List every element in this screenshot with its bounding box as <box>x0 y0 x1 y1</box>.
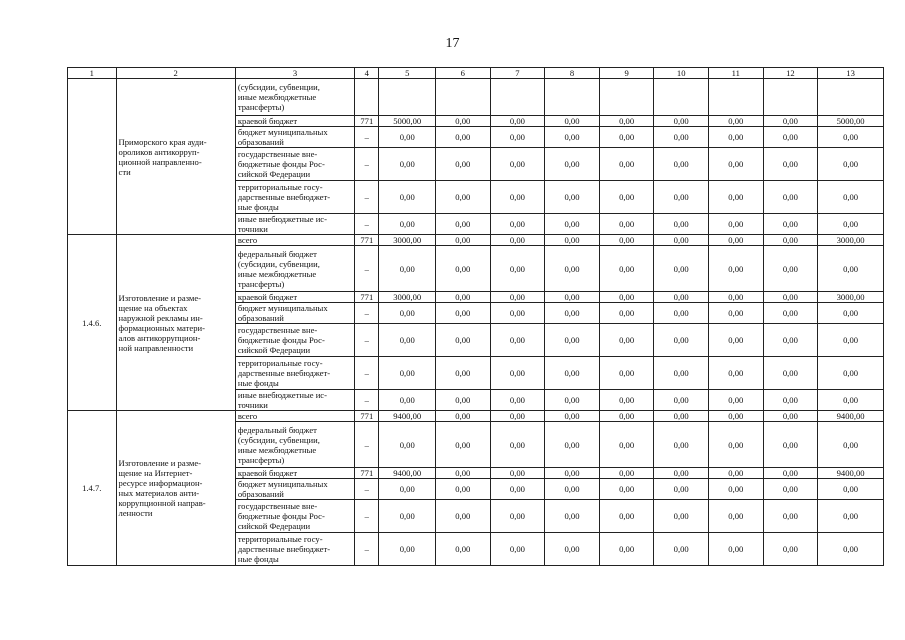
amount-cell: 0,00 <box>654 127 709 148</box>
amount-cell: 0,00 <box>379 181 436 214</box>
amount-cell: 0,00 <box>490 127 545 148</box>
amount-cell: 0,00 <box>818 324 884 357</box>
amount-cell: 0,00 <box>599 116 654 127</box>
amount-cell: 0,00 <box>763 127 818 148</box>
amount-cell: 0,00 <box>818 533 884 566</box>
amount-cell: 0,00 <box>490 235 545 246</box>
budget-code: – <box>355 479 379 500</box>
amount-cell: 0,00 <box>763 246 818 292</box>
amount-cell: 0,00 <box>818 303 884 324</box>
funding-source: всего <box>235 411 354 422</box>
amount-cell: 0,00 <box>545 324 600 357</box>
amount-cell: 0,00 <box>763 390 818 411</box>
column-header: 10 <box>654 68 709 79</box>
funding-source: иные внебюджетные ис- точники <box>235 390 354 411</box>
amount-cell: 0,00 <box>545 479 600 500</box>
amount-cell: 0,00 <box>654 214 709 235</box>
amount-cell: 0,00 <box>654 533 709 566</box>
amount-cell: 0,00 <box>545 411 600 422</box>
amount-cell: 0,00 <box>818 479 884 500</box>
amount-cell: 0,00 <box>545 357 600 390</box>
funding-source: всего <box>235 235 354 246</box>
funding-source: иные внебюджетные ис- точники <box>235 214 354 235</box>
amount-cell: 0,00 <box>599 303 654 324</box>
funding-source: краевой бюджет <box>235 468 354 479</box>
amount-cell: 0,00 <box>709 468 764 479</box>
column-header: 3 <box>235 68 354 79</box>
amount-cell: 0,00 <box>436 533 491 566</box>
amount-cell: 0,00 <box>545 181 600 214</box>
amount-cell: 0,00 <box>490 214 545 235</box>
table-row <box>68 79 884 116</box>
amount-cell: 0,00 <box>379 533 436 566</box>
column-header: 8 <box>545 68 600 79</box>
amount-cell: 0,00 <box>545 303 600 324</box>
amount-cell: 0,00 <box>709 422 764 468</box>
amount-cell <box>379 79 436 116</box>
item-code: 1.4.7. <box>68 411 117 566</box>
funding-source: краевой бюджет <box>235 116 354 127</box>
amount-cell: 0,00 <box>490 500 545 533</box>
budget-code: 771 <box>355 292 379 303</box>
column-header: 5 <box>379 68 436 79</box>
amount-cell: 0,00 <box>763 292 818 303</box>
amount-cell: 0,00 <box>599 148 654 181</box>
amount-cell: 0,00 <box>545 390 600 411</box>
item-name: Приморского края ауди- ороликов антикорруп- ционной направленно- сти <box>116 79 235 235</box>
amount-cell: 0,00 <box>379 500 436 533</box>
amount-cell: 0,00 <box>654 422 709 468</box>
amount-cell: 0,00 <box>709 235 764 246</box>
amount-cell: 0,00 <box>436 292 491 303</box>
amount-cell: 0,00 <box>545 116 600 127</box>
funding-source: бюджет муниципальных образований <box>235 479 354 500</box>
budget-code: 771 <box>355 411 379 422</box>
amount-cell: 0,00 <box>654 390 709 411</box>
funding-source: (субсидии, субвенции, иные межбюджетные трансферты) <box>235 79 354 116</box>
item-name: Изготовление и разме- щение на Интернет- ресурсе информацион- ных материалов анти- коррупционной направ- ленности <box>116 411 235 566</box>
table-row <box>68 411 884 422</box>
budget-code: 771 <box>355 468 379 479</box>
amount-cell: 9400,00 <box>818 411 884 422</box>
amount-cell: 0,00 <box>763 303 818 324</box>
amount-cell: 0,00 <box>654 181 709 214</box>
amount-cell: 0,00 <box>818 127 884 148</box>
amount-cell: 0,00 <box>379 127 436 148</box>
amount-cell: 0,00 <box>599 411 654 422</box>
amount-cell: 0,00 <box>709 390 764 411</box>
amount-cell: 0,00 <box>599 214 654 235</box>
amount-cell: 0,00 <box>545 214 600 235</box>
amount-cell: 0,00 <box>709 411 764 422</box>
amount-cell: 0,00 <box>599 181 654 214</box>
amount-cell: 0,00 <box>763 214 818 235</box>
amount-cell: 0,00 <box>436 500 491 533</box>
amount-cell: 0,00 <box>654 148 709 181</box>
amount-cell: 0,00 <box>599 324 654 357</box>
amount-cell: 0,00 <box>379 246 436 292</box>
budget-code: 771 <box>355 116 379 127</box>
amount-cell: 0,00 <box>818 500 884 533</box>
column-header: 11 <box>709 68 764 79</box>
amount-cell: 0,00 <box>436 235 491 246</box>
amount-cell: 0,00 <box>490 246 545 292</box>
budget-code: 771 <box>355 235 379 246</box>
amount-cell: 0,00 <box>763 148 818 181</box>
amount-cell: 0,00 <box>490 533 545 566</box>
amount-cell: 0,00 <box>599 479 654 500</box>
amount-cell: 0,00 <box>599 422 654 468</box>
amount-cell <box>599 79 654 116</box>
amount-cell: 0,00 <box>490 292 545 303</box>
budget-code: – <box>355 533 379 566</box>
page-number: 17 <box>445 36 460 51</box>
amount-cell: 0,00 <box>818 246 884 292</box>
amount-cell: 0,00 <box>818 181 884 214</box>
budget-code: – <box>355 500 379 533</box>
amount-cell: 0,00 <box>654 246 709 292</box>
amount-cell: 0,00 <box>654 411 709 422</box>
amount-cell: 0,00 <box>379 148 436 181</box>
budget-code: – <box>355 214 379 235</box>
column-number-row <box>68 68 884 79</box>
funding-source: территориальные госу- дарственные внебюджет- ные фонды <box>235 533 354 566</box>
amount-cell: 0,00 <box>436 127 491 148</box>
amount-cell: 0,00 <box>709 303 764 324</box>
budget-code: – <box>355 390 379 411</box>
amount-cell: 9400,00 <box>818 468 884 479</box>
amount-cell: 0,00 <box>763 181 818 214</box>
amount-cell: 0,00 <box>490 390 545 411</box>
amount-cell: 0,00 <box>379 390 436 411</box>
amount-cell: 0,00 <box>763 422 818 468</box>
amount-cell: 0,00 <box>654 235 709 246</box>
amount-cell: 0,00 <box>545 468 600 479</box>
budget-code: – <box>355 181 379 214</box>
amount-cell: 0,00 <box>490 148 545 181</box>
amount-cell: 0,00 <box>436 324 491 357</box>
amount-cell: 0,00 <box>709 357 764 390</box>
funding-source: территориальные госу- дарственные внебюджет- ные фонды <box>235 181 354 214</box>
amount-cell: 0,00 <box>709 292 764 303</box>
amount-cell: 3000,00 <box>818 235 884 246</box>
amount-cell: 0,00 <box>436 214 491 235</box>
amount-cell: 0,00 <box>379 214 436 235</box>
funding-source: государственные вне- бюджетные фонды Рос- сийской Федерации <box>235 148 354 181</box>
budget-code: – <box>355 246 379 292</box>
amount-cell: 0,00 <box>436 148 491 181</box>
budget-code <box>355 79 379 116</box>
amount-cell <box>545 79 600 116</box>
column-header: 1 <box>68 68 117 79</box>
amount-cell: 0,00 <box>490 422 545 468</box>
amount-cell <box>818 79 884 116</box>
column-header: 9 <box>599 68 654 79</box>
amount-cell: 0,00 <box>599 127 654 148</box>
amount-cell: 0,00 <box>436 246 491 292</box>
amount-cell: 0,00 <box>709 500 764 533</box>
amount-cell: 0,00 <box>709 324 764 357</box>
amount-cell: 0,00 <box>490 468 545 479</box>
amount-cell: 0,00 <box>763 235 818 246</box>
amount-cell: 0,00 <box>599 246 654 292</box>
amount-cell: 0,00 <box>490 411 545 422</box>
amount-cell: 0,00 <box>545 422 600 468</box>
budget-code: – <box>355 148 379 181</box>
amount-cell: 0,00 <box>763 500 818 533</box>
column-header: 6 <box>436 68 491 79</box>
column-header: 7 <box>490 68 545 79</box>
amount-cell: 0,00 <box>379 357 436 390</box>
amount-cell: 0,00 <box>436 422 491 468</box>
amount-cell: 5000,00 <box>818 116 884 127</box>
amount-cell: 3000,00 <box>379 235 436 246</box>
amount-cell: 9400,00 <box>379 468 436 479</box>
amount-cell: 0,00 <box>763 116 818 127</box>
amount-cell: 0,00 <box>436 116 491 127</box>
budget-code: – <box>355 127 379 148</box>
amount-cell <box>709 79 764 116</box>
amount-cell: 0,00 <box>763 468 818 479</box>
column-header: 13 <box>818 68 884 79</box>
column-header: 2 <box>116 68 235 79</box>
amount-cell: 0,00 <box>599 468 654 479</box>
amount-cell: 0,00 <box>490 116 545 127</box>
amount-cell: 0,00 <box>490 181 545 214</box>
amount-cell: 0,00 <box>654 303 709 324</box>
amount-cell: 0,00 <box>654 479 709 500</box>
amount-cell: 0,00 <box>709 246 764 292</box>
amount-cell: 0,00 <box>599 533 654 566</box>
amount-cell: 0,00 <box>709 214 764 235</box>
amount-cell: 0,00 <box>436 468 491 479</box>
amount-cell: 0,00 <box>599 235 654 246</box>
funding-source: бюджет муниципальных образований <box>235 127 354 148</box>
amount-cell: 0,00 <box>436 357 491 390</box>
amount-cell: 0,00 <box>545 500 600 533</box>
amount-cell: 0,00 <box>709 148 764 181</box>
amount-cell: 0,00 <box>763 479 818 500</box>
item-name: Изготовление и разме- щение на объектах наружной рекламы ин- формационных матери- алов антикоррупцион- ной направленности <box>116 235 235 411</box>
funding-source: государственные вне- бюджетные фонды Рос- сийской Федерации <box>235 500 354 533</box>
amount-cell <box>490 79 545 116</box>
amount-cell: 9400,00 <box>379 411 436 422</box>
funding-source: федеральный бюджет (субсидии, субвенции, иные межбюджетные трансферты) <box>235 246 354 292</box>
amount-cell: 0,00 <box>763 324 818 357</box>
amount-cell: 0,00 <box>545 235 600 246</box>
amount-cell: 3000,00 <box>818 292 884 303</box>
budget-code: – <box>355 324 379 357</box>
amount-cell: 0,00 <box>818 422 884 468</box>
amount-cell: 0,00 <box>436 479 491 500</box>
amount-cell: 0,00 <box>490 479 545 500</box>
amount-cell: 0,00 <box>709 479 764 500</box>
amount-cell: 0,00 <box>490 303 545 324</box>
amount-cell: 0,00 <box>545 246 600 292</box>
amount-cell: 0,00 <box>654 324 709 357</box>
amount-cell: 0,00 <box>763 411 818 422</box>
column-header: 4 <box>355 68 379 79</box>
amount-cell: 0,00 <box>599 390 654 411</box>
budget-code: – <box>355 303 379 324</box>
amount-cell: 0,00 <box>763 533 818 566</box>
amount-cell: 0,00 <box>599 292 654 303</box>
amount-cell: 0,00 <box>379 303 436 324</box>
item-code: 1.4.6. <box>68 235 117 411</box>
amount-cell: 3000,00 <box>379 292 436 303</box>
budget-table <box>67 67 884 566</box>
column-header: 12 <box>763 68 818 79</box>
amount-cell: 0,00 <box>436 181 491 214</box>
amount-cell: 5000,00 <box>379 116 436 127</box>
amount-cell: 0,00 <box>599 500 654 533</box>
funding-source: федеральный бюджет (субсидии, субвенции, иные межбюджетные трансферты) <box>235 422 354 468</box>
amount-cell: 0,00 <box>436 303 491 324</box>
amount-cell: 0,00 <box>654 292 709 303</box>
funding-source: краевой бюджет <box>235 292 354 303</box>
amount-cell: 0,00 <box>818 148 884 181</box>
amount-cell: 0,00 <box>490 357 545 390</box>
amount-cell: 0,00 <box>379 422 436 468</box>
amount-cell: 0,00 <box>709 116 764 127</box>
amount-cell: 0,00 <box>436 411 491 422</box>
amount-cell: 0,00 <box>818 390 884 411</box>
amount-cell: 0,00 <box>545 292 600 303</box>
amount-cell: 0,00 <box>709 181 764 214</box>
amount-cell: 0,00 <box>436 390 491 411</box>
funding-source: бюджет муниципальных образований <box>235 303 354 324</box>
amount-cell: 0,00 <box>545 148 600 181</box>
amount-cell: 0,00 <box>818 357 884 390</box>
funding-source: территориальные госу- дарственные внебюджет- ные фонды <box>235 357 354 390</box>
amount-cell: 0,00 <box>763 357 818 390</box>
table-row <box>68 235 884 246</box>
amount-cell: 0,00 <box>379 479 436 500</box>
amount-cell <box>763 79 818 116</box>
amount-cell: 0,00 <box>545 127 600 148</box>
amount-cell: 0,00 <box>654 357 709 390</box>
amount-cell: 0,00 <box>379 324 436 357</box>
budget-code: – <box>355 357 379 390</box>
item-code <box>68 79 117 235</box>
amount-cell: 0,00 <box>599 357 654 390</box>
amount-cell: 0,00 <box>654 116 709 127</box>
amount-cell: 0,00 <box>654 468 709 479</box>
budget-code: – <box>355 422 379 468</box>
amount-cell: 0,00 <box>709 127 764 148</box>
amount-cell: 0,00 <box>490 324 545 357</box>
amount-cell <box>436 79 491 116</box>
amount-cell: 0,00 <box>654 500 709 533</box>
funding-source: государственные вне- бюджетные фонды Рос- сийской Федерации <box>235 324 354 357</box>
amount-cell: 0,00 <box>545 533 600 566</box>
amount-cell: 0,00 <box>818 214 884 235</box>
amount-cell <box>654 79 709 116</box>
amount-cell: 0,00 <box>709 533 764 566</box>
